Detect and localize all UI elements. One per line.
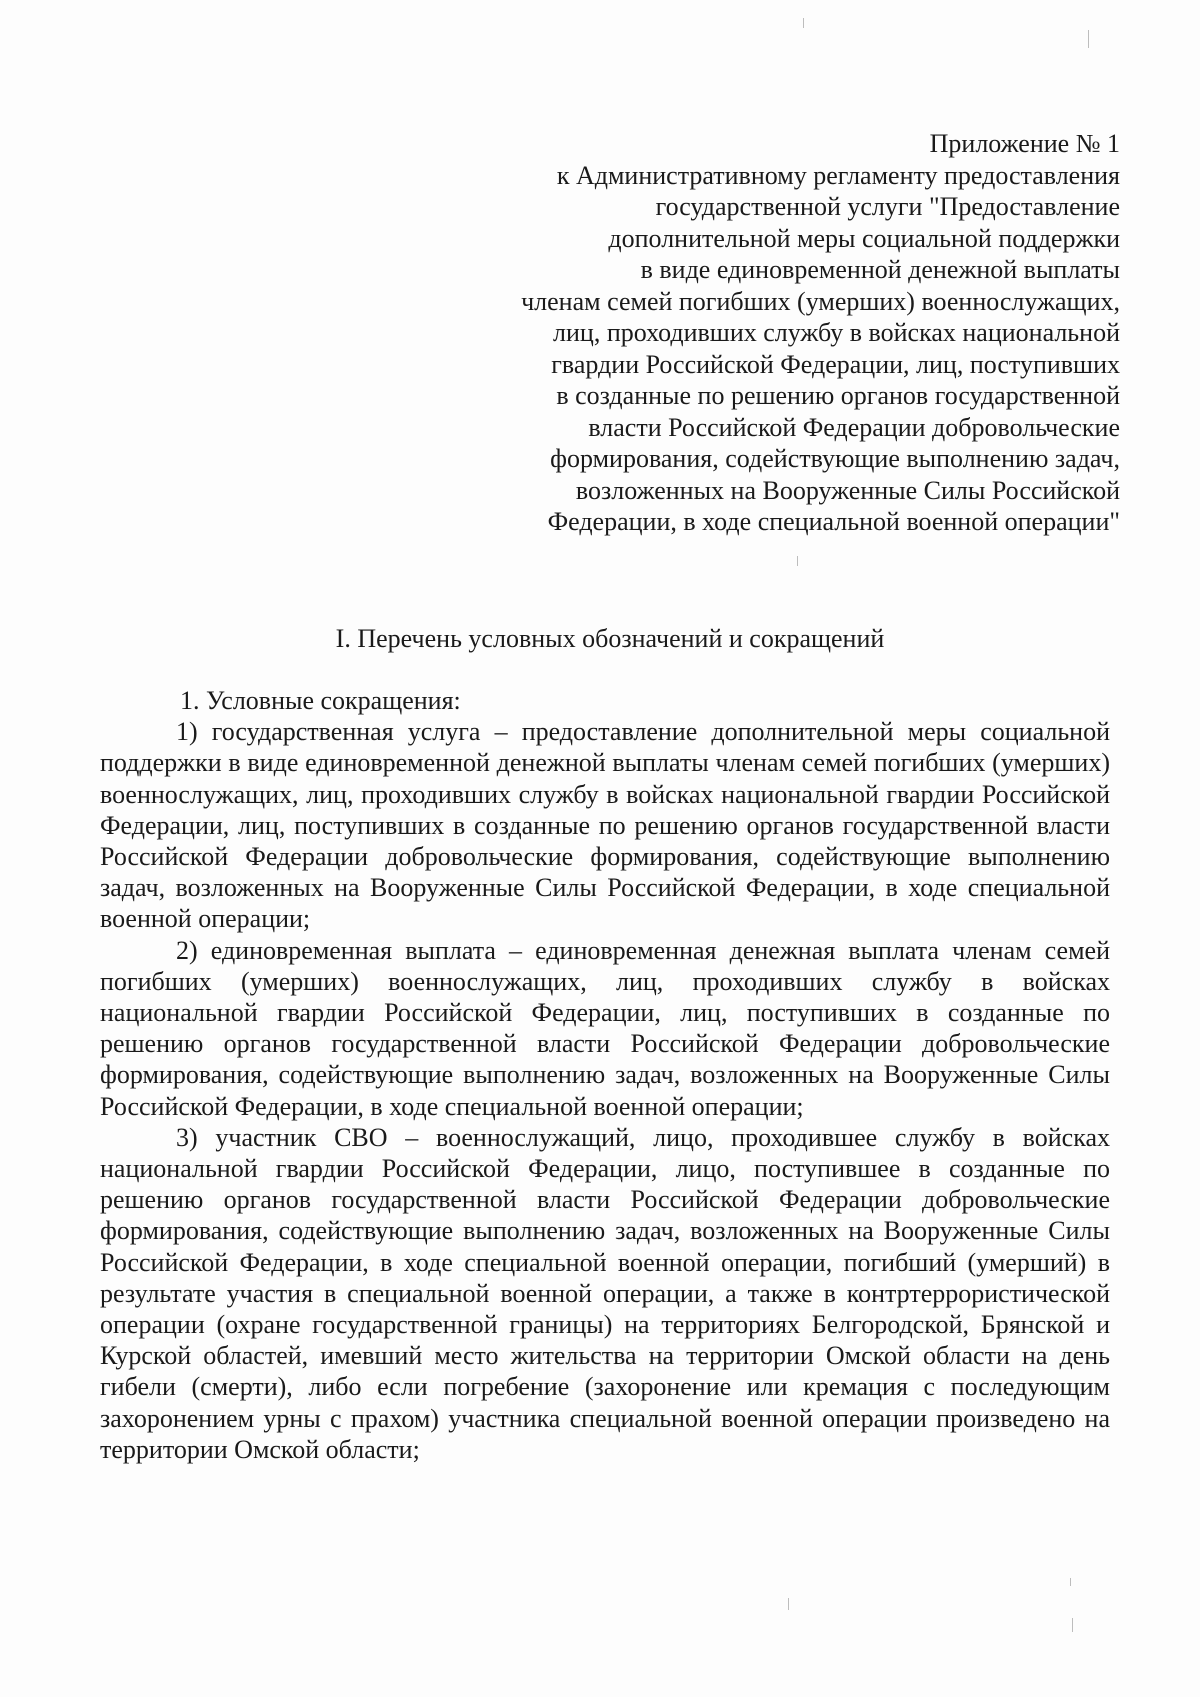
appendix-line: в созданные по решению органов государственной bbox=[556, 381, 1120, 410]
appendix-line: дополнительной меры социальной поддержки bbox=[608, 223, 1120, 253]
appendix-line: государственной услуги "Предоставление bbox=[655, 192, 1120, 221]
appendix-line: в виде единовременной денежной выплаты bbox=[640, 255, 1120, 284]
appendix-line: Федерации, в ходе специальной военной операции" bbox=[547, 507, 1120, 536]
scan-speck bbox=[1070, 1578, 1071, 1586]
abbreviations-list bbox=[100, 685, 1110, 1465]
scan-speck bbox=[1088, 30, 1089, 48]
scan-speck bbox=[788, 1598, 789, 1610]
list-heading: 1. Условные сокращения: bbox=[180, 686, 461, 715]
appendix-header bbox=[420, 128, 1120, 538]
list-item: 3) участник СВО – военнослужащий, лицо, проходившее службу в войсках национальной гвардии Российской Федерации, лицо, поступившее в созданные по решению органов государственной власти Российской Федерации добровольческие формирования, содействующие выполнению задач, возложенных на Вооруженные Силы Российской Федерации, в ходе специальной военной операции, погибший (умерший) в результате участия в специальной военной операции, а также в контртеррористической операции (охране государственной границы) на территориях Белгородской, Брянской и Курской областей, имевший место жительства на территории Омской области на день гибели (смерти), либо если погребение (захоронение или кремация с последующим захоронением урны с прахом) участника специальной военной операции произведено на территории Омской области; bbox=[100, 1122, 1110, 1464]
section-title: I. Перечень условных обозначений и сокращений bbox=[335, 624, 885, 653]
appendix-line: власти Российской Федерации добровольческие bbox=[588, 412, 1120, 442]
scan-speck bbox=[803, 18, 804, 28]
appendix-line: гвардии Российской Федерации, лиц, поступивших bbox=[551, 349, 1120, 379]
list-item: 2) единовременная выплата – единовременная денежная выплата членам семей погибших (умерших) военнослужащих, лиц, проходивших службу в войсках национальной гвардии Российской Федерации, лиц, поступивших в созданные по решению органов государственной власти Российской Федерации добровольческие формирования, содействующие выполнению задач, возложенных на Вооруженные Силы Российской Федерации, в ходе специальной военной операции; bbox=[100, 935, 1110, 1121]
appendix-line: Приложение № 1 bbox=[929, 129, 1120, 158]
list-item: 1) государственная услуга – предоставление дополнительной меры социальной поддержки в виде единовременной денежной выплаты членам семей погибших (умерших) военнослужащих, лиц, проходивших службу в войсках национальной гвардии Российской Федерации, лиц, поступивших в созданные по решению органов государственной власти Российской Федерации добровольческие формирования, содействующие выполнению задач, возложенных на Вооруженные Силы Российской Федерации, в ходе специальной военной операции; bbox=[100, 717, 1110, 934]
scan-speck bbox=[797, 556, 798, 566]
appendix-line: членам семей погибших (умерших) военнослужащих, bbox=[521, 286, 1120, 316]
appendix-line: к Административному регламенту предоставления bbox=[556, 160, 1120, 190]
appendix-line: лиц, проходивших службу в войсках национальной bbox=[553, 318, 1120, 347]
appendix-line: формирования, содействующие выполнению задач, bbox=[550, 444, 1120, 473]
scan-speck bbox=[1072, 1618, 1073, 1632]
appendix-line: возложенных на Вооруженные Силы Российской bbox=[575, 475, 1120, 505]
